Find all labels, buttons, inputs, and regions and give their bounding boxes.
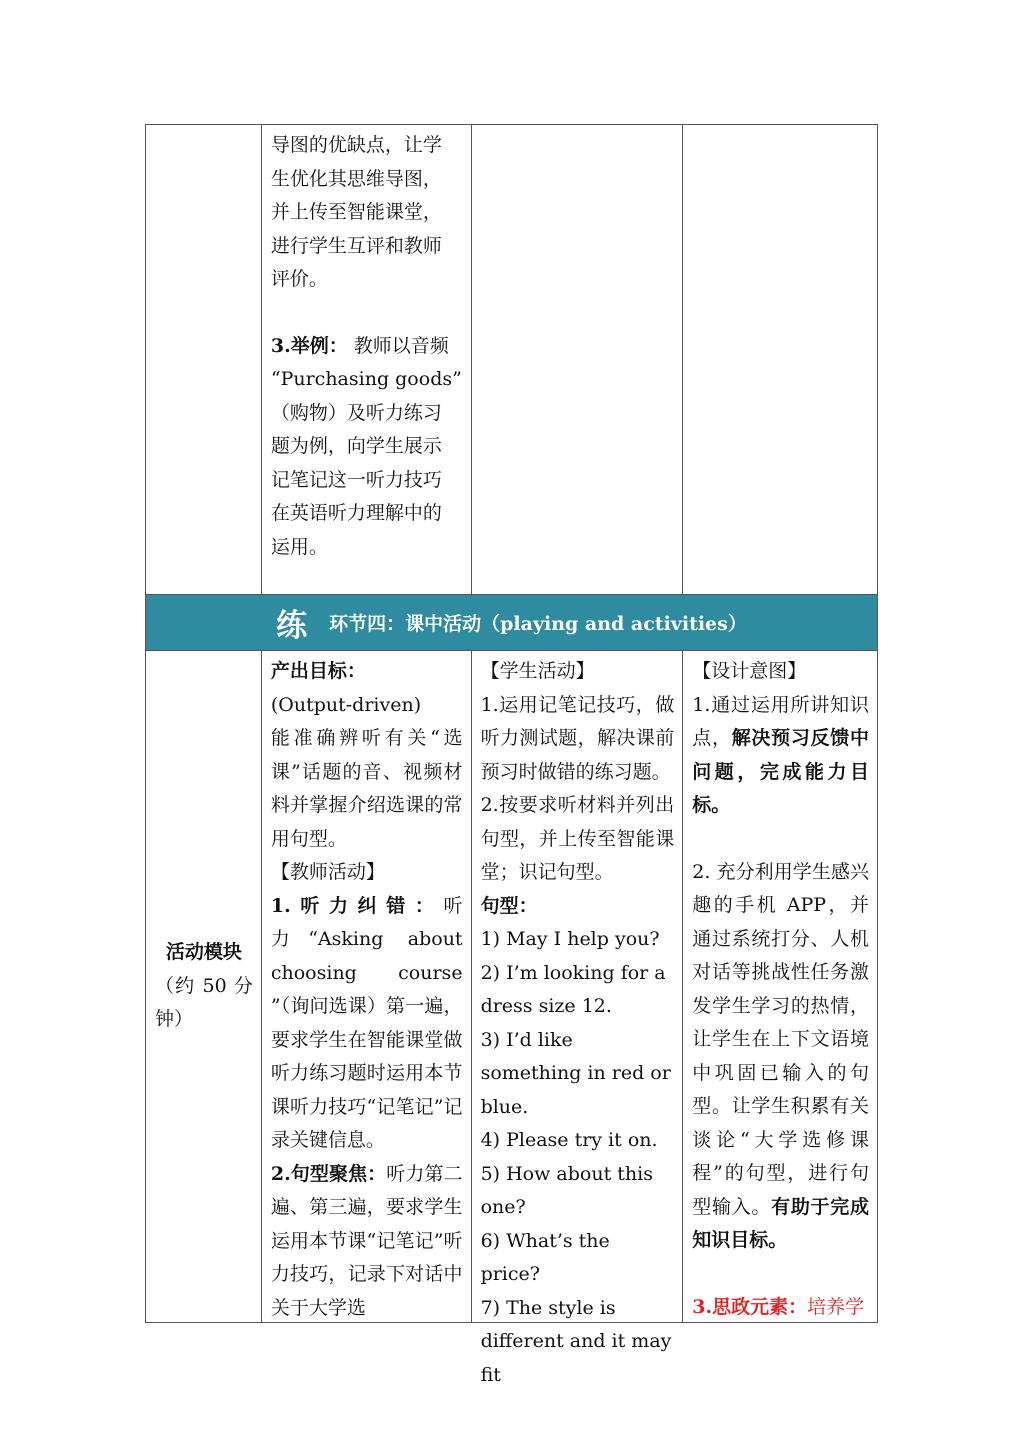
table-row (145, 651, 878, 1386)
pattern-label: 句型： (480, 894, 538, 917)
text-line: 在英语听力理解中的 (270, 502, 442, 524)
row1-col1 (146, 125, 262, 595)
module-label: 活动模块 (165, 941, 242, 964)
teacher-item-1 (271, 890, 463, 1158)
text-span: 教师以音频 (353, 334, 449, 357)
module-time: （约 50 分钟） (155, 974, 253, 1031)
row3-col4 (683, 651, 878, 1323)
goal-text: 能准确辨听有关“选课”话题的音、视频材料并掌握介绍选课的常用句型。 (270, 727, 463, 850)
banner-title: 练 (276, 608, 308, 644)
item1-label: 1.听力纠错： (270, 894, 444, 917)
design-p2 (692, 856, 869, 1258)
text-line: 评价。 (270, 268, 328, 290)
design-heading: 【设计意图】 (692, 660, 807, 682)
example-label: 3.举例： (270, 334, 348, 357)
design-p2-b: 有助于完成知识目标。 (692, 1195, 869, 1251)
pattern-item: 1) May I help you? (480, 928, 660, 950)
text-line: “Purchasing goods” (270, 368, 462, 390)
row3-col2 (262, 651, 472, 1323)
section-banner (145, 595, 878, 651)
row1-col4 (683, 125, 878, 595)
pattern-item: 2) I’m looking for a dress size 12. (480, 961, 666, 1017)
pattern-item: 6) What’s the price? (480, 1229, 610, 1285)
design-p3-text: 培养学 (807, 1295, 865, 1318)
text-line: 导图的优缺点，让学 (270, 134, 442, 156)
item1-text: 听力“Asking about choosing course ”（询问选课）第一遍，要求学生在智能课堂做听力练习题时运用本节课听力技巧“记笔记”记录关键信息。 (270, 894, 463, 1151)
pattern-item: 7) The style is different and it may fit (480, 1296, 672, 1386)
row1-col3 (472, 125, 684, 595)
lesson-plan-table (145, 124, 878, 1386)
student-p2: 2.按要求听材料并列出句型，并上传至智能课堂；识记句型。 (480, 794, 675, 883)
design-p1 (692, 689, 869, 823)
pattern-item: 3) I’d like something in red or blue. (480, 1028, 671, 1118)
design-p3 (692, 1291, 869, 1325)
goal-en: (Output-driven) (270, 693, 422, 716)
design-p1-b: 解决预习反馈中问题，完成能力目标。 (692, 727, 869, 816)
banner-subtitle: 环节四：课中活动（playing and activities） (329, 613, 747, 635)
item2-text: 听力第二遍、第三遍，要求学生运用本节课“记笔记”听力技巧，记录下对话中关于大学选 (270, 1162, 463, 1319)
item2-label: 2.句型聚焦： (270, 1162, 387, 1185)
student-p1: 1.运用记笔记技巧，做听力测试题，解决课前预习时做错的练习题。 (480, 693, 675, 783)
text-line: 题为例，向学生展示 (270, 435, 442, 457)
teacher-item-2 (271, 1158, 463, 1326)
teacher-heading: 【教师活动】 (270, 861, 385, 883)
text-line: 生优化其思维导图， (270, 167, 442, 190)
pattern-item: 4) Please try it on. (480, 1129, 658, 1151)
text-line: （购物）及听力练习 (270, 401, 442, 424)
text-line: 进行学生互评和教师 (270, 234, 442, 257)
row1-col2 (262, 125, 472, 595)
design-p2-a: 2. 充分利用学生感兴趣的手机 APP，并通过系统打分、人机对话等挑战性任务激发学生学习的热情，让学生在上下文语境中巩固已输入的句型。让学生积累有关谈论“大学选修课程”的句型，进行句型输入。 (692, 860, 869, 1218)
row3-col1 (146, 651, 262, 1323)
goal-label: 产出目标： (270, 660, 366, 682)
design-p1-a: 1.通过运用所讲知识点， (692, 693, 869, 749)
table-row (145, 124, 878, 595)
row3-col3 (472, 651, 684, 1386)
student-heading: 【学生活动】 (480, 660, 595, 682)
pattern-item: 5) How about this one? (480, 1162, 653, 1218)
text-line (271, 330, 463, 364)
design-p3-label: 3.思政元素： (692, 1295, 808, 1318)
text-line: 记笔记这一听力技巧 (270, 468, 442, 491)
text-line: 运用。 (270, 535, 328, 558)
text-line: 并上传至智能课堂， (270, 201, 442, 223)
